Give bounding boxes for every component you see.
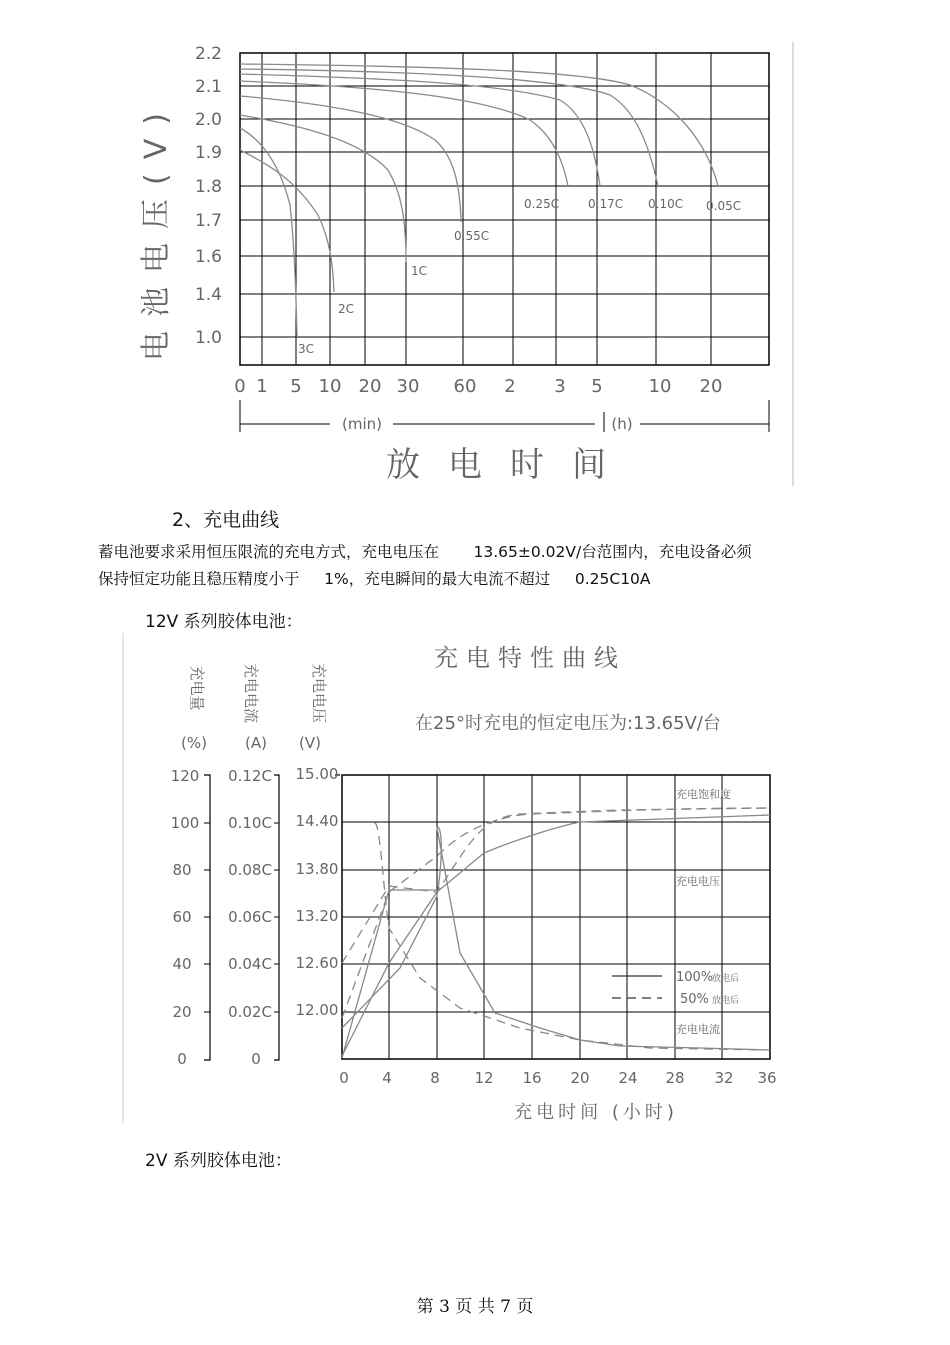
legend-note: 放电后 — [712, 996, 740, 1006]
axis-unit: (%) — [181, 734, 207, 752]
axis-unit: (A) — [245, 734, 267, 752]
current-tick: 0.08C — [228, 861, 272, 879]
subheading-2v: 2V 系列胶体电池： — [145, 1151, 292, 1171]
curve-label: 0.17C — [588, 197, 624, 211]
unit-h-label: (h) — [611, 415, 633, 433]
curve-label: 充电电压 — [676, 875, 720, 888]
curve-label: 充电饱和度 — [676, 788, 731, 801]
current-tick: 0.04C — [228, 955, 272, 973]
x-tick: 24 — [618, 1069, 638, 1087]
curve-label: 充电电流 — [676, 1023, 720, 1036]
voltage-tick: 13.80 — [295, 860, 339, 878]
percent-tick: 100 — [170, 814, 200, 832]
x-axis-title: 放电时间 — [386, 445, 634, 485]
x-tick: 20 — [358, 376, 382, 397]
x-tick: 0 — [234, 376, 246, 397]
axis-name-percent: 充电量 — [188, 665, 206, 711]
current-tick: 0.10C — [228, 814, 272, 832]
discharge-chart — [0, 0, 950, 500]
curve-label: 0.05C — [706, 199, 742, 213]
page-footer: 第 3 页 共 7 页 — [416, 1297, 534, 1317]
curve-label: 0.10C — [648, 197, 684, 211]
x-tick: 3 — [554, 376, 566, 397]
x-tick: 0 — [339, 1069, 349, 1087]
paragraph-line: 保持恒定功能且稳压精度小于 1%，充电瞬间的最大电流不超过 0.25C10A — [98, 570, 651, 588]
percent-tick: 20 — [172, 1003, 192, 1021]
x-tick: 10 — [648, 376, 672, 397]
voltage-tick: 14.40 — [295, 812, 339, 830]
voltage-tick: 12.00 — [295, 1001, 339, 1019]
y-tick: 1.0 — [194, 328, 222, 348]
x-tick: 32 — [714, 1069, 734, 1087]
y-tick: 1.7 — [194, 211, 222, 231]
y-tick: 2.1 — [194, 77, 222, 97]
x-tick: 36 — [757, 1069, 777, 1087]
section-title: 2、充电曲线 — [172, 509, 280, 531]
x-tick: 5 — [591, 376, 603, 397]
x-tick: 28 — [665, 1069, 685, 1087]
curve-label: 2C — [338, 302, 355, 316]
voltage-tick: 15.00 — [295, 765, 339, 783]
y-tick: 2.0 — [194, 110, 222, 130]
y-tick: 1.9 — [194, 143, 222, 163]
legend-label: 100% — [676, 970, 714, 985]
y-tick: 1.8 — [194, 177, 222, 197]
charge-chart — [0, 628, 950, 1128]
percent-tick: 40 — [172, 955, 192, 973]
y-tick: 1.6 — [194, 247, 222, 267]
chart-legend — [612, 970, 739, 1007]
x-tick: 60 — [453, 376, 477, 397]
x-tick: 4 — [382, 1069, 392, 1087]
curve-label: 0.55C — [454, 229, 490, 243]
unit-min-label: (min) — [342, 415, 382, 433]
x-tick: 20 — [570, 1069, 590, 1087]
x-tick: 30 — [396, 376, 420, 397]
current-tick: 0.02C — [228, 1003, 272, 1021]
curve-label: 0.25C — [524, 197, 560, 211]
curve-label: 1C — [411, 264, 428, 278]
axis-name-voltage: 充电电压 — [310, 662, 328, 724]
current-tick: 0.12C — [228, 767, 272, 785]
x-tick: 1 — [256, 376, 268, 397]
legend-label: 50% — [680, 992, 709, 1007]
x-tick: 10 — [318, 376, 342, 397]
x-tick: 16 — [522, 1069, 542, 1087]
current-tick: 0 — [251, 1050, 261, 1068]
current-tick: 0.06C — [228, 908, 272, 926]
axis-name-current: 充电电流 — [242, 662, 260, 724]
x-tick: 5 — [290, 376, 302, 397]
chart-subtitle: 在25°时充电的恒定电压为:13.65V/台 — [415, 713, 721, 734]
x-tick: 12 — [474, 1069, 494, 1087]
legend-note: 放电后 — [712, 974, 740, 984]
voltage-tick: 12.60 — [295, 954, 339, 972]
paragraph-line: 蓄电池要求采用恒压限流的充电方式，充电电压在 13.65±0.02V/台范围内，充电设备必须 — [98, 543, 752, 561]
x-tick: 2 — [504, 376, 516, 397]
y-tick: 2.2 — [194, 44, 222, 64]
x-axis-title: 充电时间 (小时) — [514, 1102, 678, 1123]
chart-title: 充电特性曲线 — [434, 644, 626, 672]
y-tick: 1.4 — [194, 285, 222, 305]
curve-label: 3C — [298, 342, 315, 356]
y-axis-title: 电池电压(V) — [139, 99, 174, 361]
voltage-tick: 13.20 — [295, 907, 339, 925]
axis-unit: (V) — [299, 734, 321, 752]
percent-tick: 0 — [177, 1050, 187, 1068]
subheading-12v: 12V 系列胶体电池： — [145, 612, 303, 632]
x-tick: 20 — [699, 376, 723, 397]
percent-tick: 60 — [172, 908, 192, 926]
x-tick: 8 — [430, 1069, 440, 1087]
percent-tick: 80 — [172, 861, 192, 879]
percent-tick: 120 — [170, 767, 200, 785]
